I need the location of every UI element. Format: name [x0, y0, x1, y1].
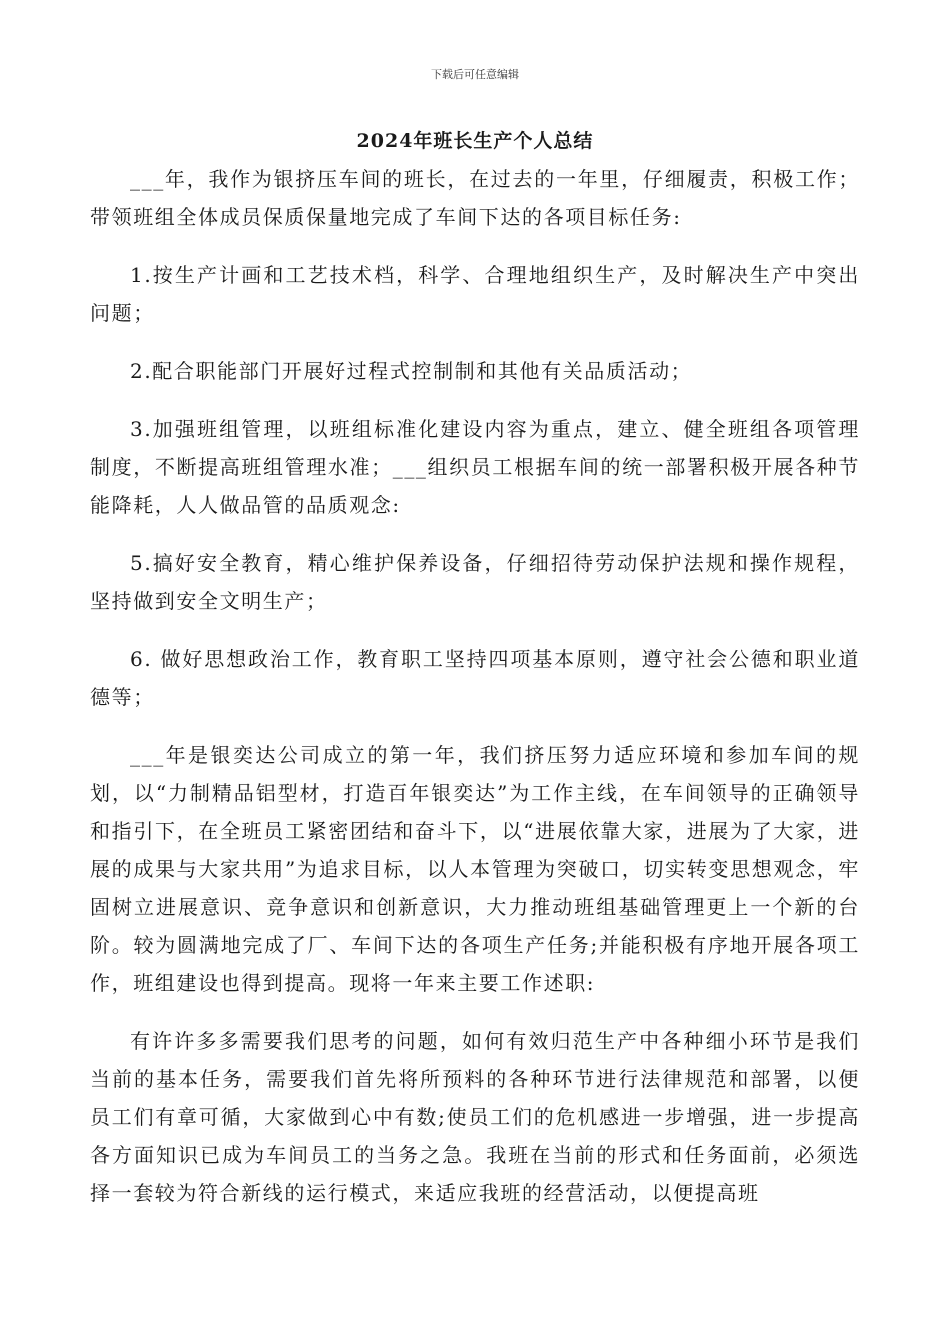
paragraph-item-1: 1.按生产计画和工艺技术档，科学、合理地组织生产，及时解决生产中突出问题；	[90, 263, 860, 325]
paragraph-item-3: 3.加强班组管理，以班组标准化建设内容为重点，建立、健全班组各项管理制度，不断提高班组管理水准；___组织员工根据车间的统一部署积极开展各种节能降耗，人人做品管的品质观念:	[90, 417, 860, 517]
header-note: 下载后可任意编辑	[431, 68, 519, 81]
paragraph-item-2: 2.配合职能部门开展好过程式控制制和其他有关品质活动；	[130, 359, 693, 383]
paragraph-item-5: 5.搞好安全教育，精心维护保养设备，仔细招待劳动保护法规和操作规程，坚持做到安全文明生产；	[90, 551, 860, 613]
paragraph-questions: 有许许多多需要我们思考的问题，如何有效归范生产中各种细小环节是我们当前的基本任务，需要我们首先将所预料的各种环节进行法律规范和部署，以便员工们有章可循，大家做到心中有数;使员工们的危机感进一步增强，进一步提高各方面知识已成为车间员工的当务之急。我班在当前的形式和任务面前，必须选择一套较为符合新线的运行模式，来适应我班的经营活动，以便提高班	[90, 1029, 860, 1205]
document-title: 2024年班长生产个人总结	[356, 130, 594, 152]
paragraph-intro: ___年，我作为银挤压车间的班长，在过去的一年里，仔细履责，积极工作；带领班组全体成员保质保量地完成了车间下达的各项目标任务:	[90, 167, 860, 229]
document-body	[90, 160, 860, 1232]
paragraph-item-6: 6. 做好思想政治工作，教育职工坚持四项基本原则，遵守社会公德和职业道德等；	[90, 647, 860, 709]
paragraph-company-year: ___年是银奕达公司成立的第一年，我们挤压努力适应环境和参加车间的规划，以“力制精品铝型材，打造百年银奕达”为工作主线，在车间领导的正确领导和指引下，在全班员工紧密团结和奋斗下，以“进展依靠大家，进展为了大家，进展的成果与大家共用”为追求目标，以人本管理为突破口，切实转变思想观念，牢固树立进展意识、竞争意识和创新意识，大力推动班组基础管理更上一个新的台阶。较为圆满地完成了厂、车间下达的各项生产任务;并能积极有序地开展各项工作，班组建设也得到提高。现将一年来主要工作述职:	[90, 743, 860, 995]
